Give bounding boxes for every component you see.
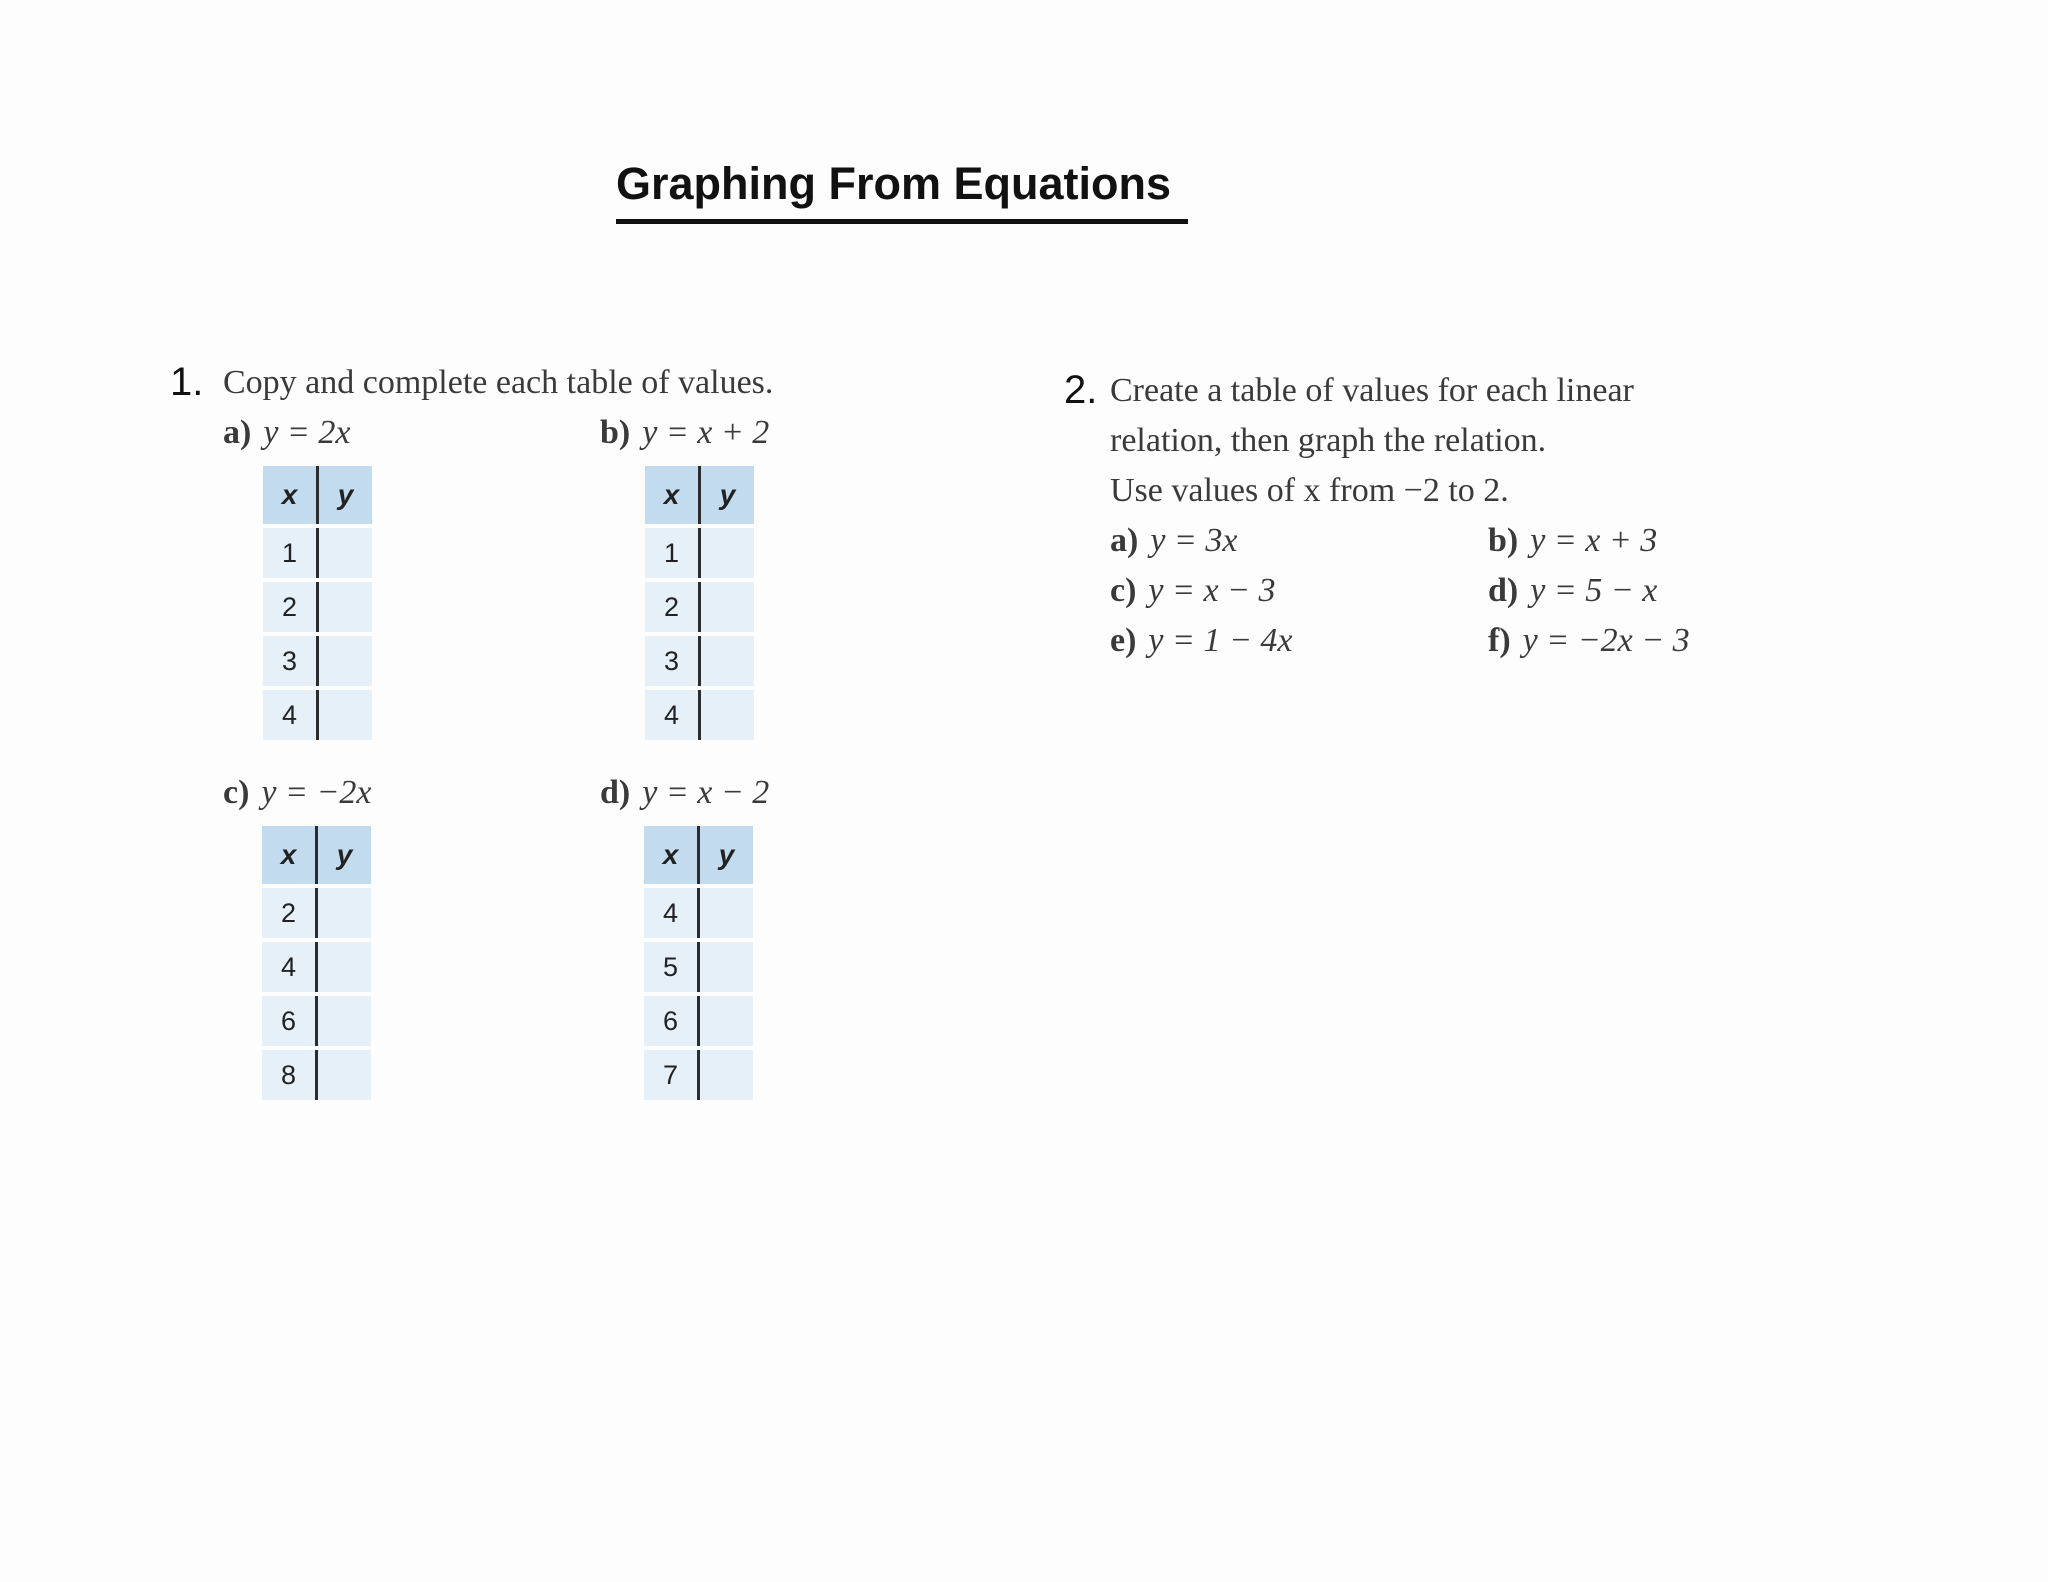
- table-row: [262, 1050, 371, 1100]
- table-row: [644, 888, 753, 938]
- question-1-number: 1.: [170, 360, 204, 404]
- table-row: [644, 996, 753, 1046]
- table-row: [262, 942, 371, 992]
- q1d-label: d): [600, 774, 631, 811]
- q2d-equation: y = 5 − x: [1530, 572, 1658, 609]
- y-cell-blank[interactable]: [700, 1050, 753, 1100]
- table-row: [644, 1050, 753, 1100]
- q1b-heading: [600, 414, 769, 452]
- table-header-row: [262, 826, 371, 884]
- q1c-table: [262, 822, 371, 1104]
- page-title: Graphing From Equations: [616, 158, 1172, 209]
- table-header-row: [263, 466, 372, 524]
- q2e-equation: y = 1 − 4x: [1148, 622, 1293, 659]
- y-header: y: [318, 826, 371, 884]
- x-cell: 2: [645, 582, 701, 632]
- table-row: [645, 528, 754, 578]
- y-cell-blank[interactable]: [318, 888, 371, 938]
- x-cell: 8: [262, 1050, 318, 1100]
- y-cell-blank[interactable]: [701, 636, 754, 686]
- x-header: x: [645, 466, 701, 524]
- q1c-label: c): [223, 774, 250, 811]
- q2d-part: [1488, 572, 1657, 610]
- y-header: y: [701, 466, 754, 524]
- x-header: x: [262, 826, 318, 884]
- q2b-equation: y = x + 3: [1530, 522, 1658, 559]
- q1a-heading: [223, 414, 350, 452]
- title-underline: [616, 219, 1188, 224]
- x-cell: 1: [645, 528, 701, 578]
- q1b-equation: y = x + 2: [642, 414, 770, 451]
- q2f-part: [1488, 622, 1690, 660]
- question-2-line-2: relation, then graph the relation.: [1110, 422, 1547, 459]
- table-row: [644, 942, 753, 992]
- question-2-number: 2.: [1064, 368, 1098, 412]
- x-cell: 5: [644, 942, 700, 992]
- table-header-row: [644, 826, 753, 884]
- q2c-label: c): [1110, 572, 1137, 609]
- y-cell-blank[interactable]: [701, 582, 754, 632]
- x-cell: 7: [644, 1050, 700, 1100]
- y-cell-blank[interactable]: [700, 942, 753, 992]
- table-row: [645, 636, 754, 686]
- x-cell: 4: [263, 690, 319, 740]
- q2b-label: b): [1488, 522, 1519, 559]
- x-header: x: [263, 466, 319, 524]
- y-cell-blank[interactable]: [318, 996, 371, 1046]
- y-cell-blank[interactable]: [319, 528, 372, 578]
- x-cell: 2: [263, 582, 319, 632]
- q1b-label: b): [600, 414, 631, 451]
- table-row: [262, 888, 371, 938]
- q1d-table: [644, 822, 753, 1104]
- table-header-row: [645, 466, 754, 524]
- q2d-label: d): [1488, 572, 1519, 609]
- q2e-part: [1110, 622, 1293, 660]
- y-header: y: [700, 826, 753, 884]
- table-row: [262, 996, 371, 1046]
- q2e-label: e): [1110, 622, 1137, 659]
- y-cell-blank[interactable]: [318, 1050, 371, 1100]
- table-row: [263, 528, 372, 578]
- x-cell: 6: [262, 996, 318, 1046]
- q2f-label: f): [1488, 622, 1511, 659]
- y-cell-blank[interactable]: [700, 996, 753, 1046]
- q1c-equation: y = −2x: [261, 774, 372, 811]
- x-cell: 3: [645, 636, 701, 686]
- x-cell: 6: [644, 996, 700, 1046]
- q2c-part: [1110, 572, 1276, 610]
- q2a-part: [1110, 522, 1237, 560]
- q2a-equation: y = 3x: [1150, 522, 1238, 559]
- question-2-line-1: Create a table of values for each linear: [1110, 372, 1634, 409]
- q1a-label: a): [223, 414, 252, 451]
- x-cell: 4: [645, 690, 701, 740]
- table-row: [263, 690, 372, 740]
- x-cell: 4: [644, 888, 700, 938]
- q2b-part: [1488, 522, 1657, 560]
- table-row: [645, 582, 754, 632]
- q1d-heading: [600, 774, 769, 812]
- q1b-table: [645, 462, 754, 744]
- y-cell-blank[interactable]: [319, 690, 372, 740]
- y-cell-blank[interactable]: [319, 636, 372, 686]
- q2f-equation: y = −2x − 3: [1522, 622, 1690, 659]
- table-row: [263, 582, 372, 632]
- x-cell: 2: [262, 888, 318, 938]
- y-cell-blank[interactable]: [700, 888, 753, 938]
- x-header: x: [644, 826, 700, 884]
- question-2-line-3: Use values of x from −2 to 2.: [1110, 472, 1509, 509]
- x-cell: 4: [262, 942, 318, 992]
- y-cell-blank[interactable]: [319, 582, 372, 632]
- q1a-equation: y = 2x: [263, 414, 351, 451]
- y-cell-blank[interactable]: [318, 942, 371, 992]
- table-row: [645, 690, 754, 740]
- table-row: [263, 636, 372, 686]
- q1a-table: [263, 462, 372, 744]
- y-cell-blank[interactable]: [701, 528, 754, 578]
- q1d-equation: y = x − 2: [642, 774, 770, 811]
- question-1-instruction: Copy and complete each table of values.: [223, 364, 774, 401]
- x-cell: 1: [263, 528, 319, 578]
- y-cell-blank[interactable]: [701, 690, 754, 740]
- x-cell: 3: [263, 636, 319, 686]
- q1c-heading: [223, 774, 372, 812]
- y-header: y: [319, 466, 372, 524]
- q2c-equation: y = x − 3: [1148, 572, 1276, 609]
- q2a-label: a): [1110, 522, 1139, 559]
